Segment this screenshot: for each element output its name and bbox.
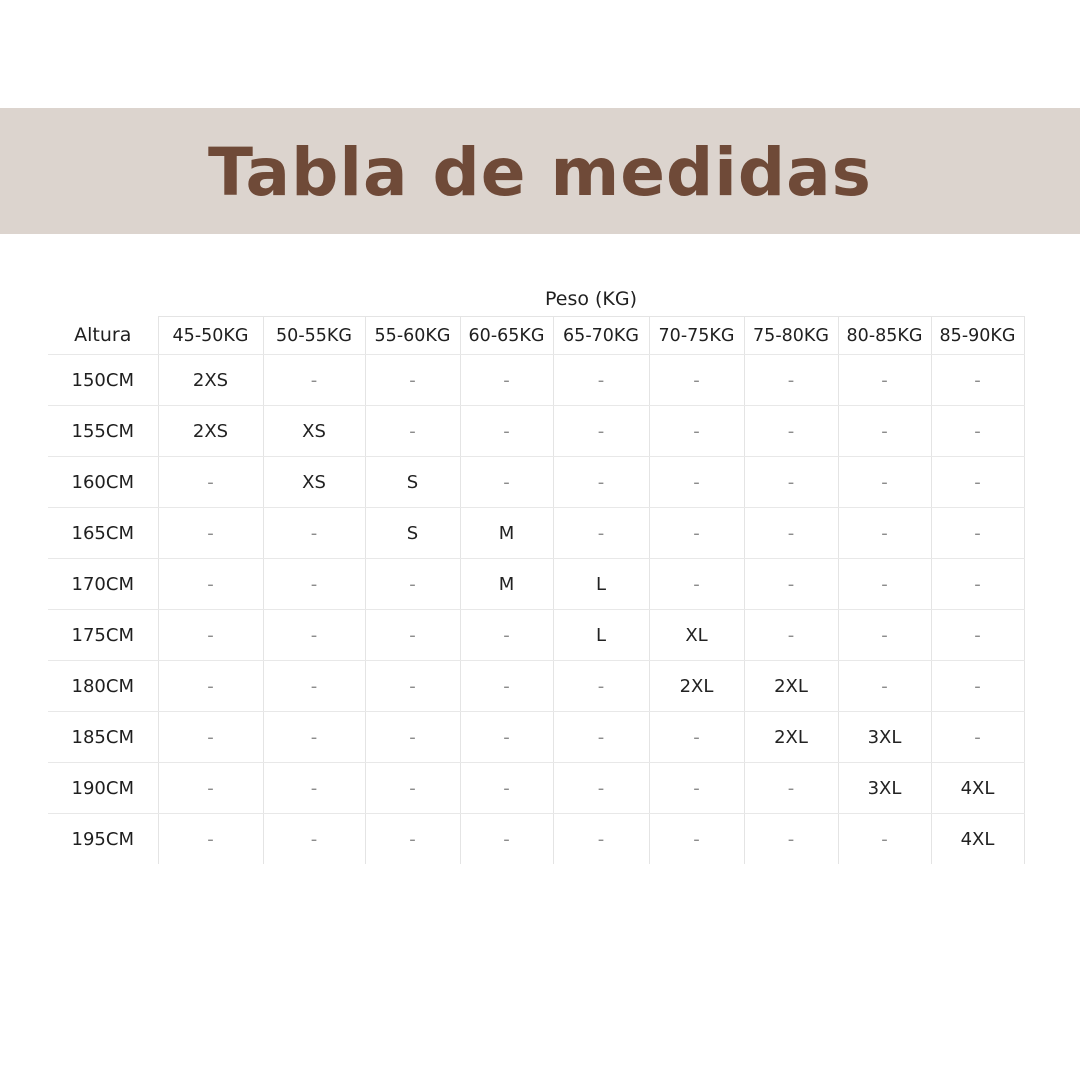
size-cell: -	[649, 814, 744, 865]
table-row	[48, 814, 1024, 865]
weight-group-header: Peso (KG)	[544, 288, 638, 310]
page-title: Tabla de medidas	[208, 134, 872, 211]
column-header-row	[48, 317, 1024, 355]
height-row-label: 170CM	[48, 559, 158, 610]
table-row	[48, 610, 1024, 661]
table-row	[48, 508, 1024, 559]
weight-column-header: 45-50KG	[158, 317, 263, 355]
size-cell: XS	[263, 406, 365, 457]
size-cell: -	[365, 712, 460, 763]
height-row-label: 175CM	[48, 610, 158, 661]
size-cell: 2XS	[158, 355, 263, 406]
size-cell: -	[263, 559, 365, 610]
height-row-label: 190CM	[48, 763, 158, 814]
size-cell: -	[838, 814, 931, 865]
size-cell: -	[553, 457, 649, 508]
size-cell: -	[744, 559, 838, 610]
size-cell: 4XL	[931, 763, 1024, 814]
size-cell: -	[263, 763, 365, 814]
size-cell: 2XL	[649, 661, 744, 712]
height-row-label: 165CM	[48, 508, 158, 559]
size-cell: -	[744, 457, 838, 508]
size-cell: S	[365, 508, 460, 559]
size-cell: -	[553, 814, 649, 865]
size-cell: -	[931, 457, 1024, 508]
size-table	[48, 316, 1025, 864]
height-column-header: Altura	[48, 317, 158, 355]
size-cell: -	[158, 814, 263, 865]
weight-column-header: 75-80KG	[744, 317, 838, 355]
height-row-label: 180CM	[48, 661, 158, 712]
size-cell: XS	[263, 457, 365, 508]
size-cell: -	[838, 559, 931, 610]
weight-column-header: 50-55KG	[263, 317, 365, 355]
size-cell: -	[263, 355, 365, 406]
size-cell: -	[460, 355, 553, 406]
height-row-label: 185CM	[48, 712, 158, 763]
size-cell: L	[553, 610, 649, 661]
table-row	[48, 763, 1024, 814]
size-cell: -	[931, 559, 1024, 610]
size-cell: -	[931, 355, 1024, 406]
table-row	[48, 559, 1024, 610]
size-cell: -	[365, 355, 460, 406]
size-cell: 2XL	[744, 661, 838, 712]
size-cell: 3XL	[838, 763, 931, 814]
size-cell: -	[263, 712, 365, 763]
size-cell: -	[838, 610, 931, 661]
weight-column-header: 70-75KG	[649, 317, 744, 355]
table-row	[48, 661, 1024, 712]
height-row-label: 150CM	[48, 355, 158, 406]
size-cell: -	[649, 712, 744, 763]
size-cell: -	[744, 355, 838, 406]
size-cell: -	[553, 763, 649, 814]
size-cell: -	[838, 406, 931, 457]
size-cell: -	[931, 661, 1024, 712]
size-cell: S	[365, 457, 460, 508]
size-cell: -	[158, 661, 263, 712]
size-cell: -	[553, 712, 649, 763]
height-row-label: 195CM	[71, 828, 134, 850]
size-cell: -	[263, 508, 365, 559]
size-cell: -	[649, 355, 744, 406]
size-cell: -	[158, 610, 263, 661]
size-cell: -	[649, 508, 744, 559]
size-cell: -	[158, 559, 263, 610]
height-row-label: 155CM	[48, 406, 158, 457]
size-cell: -	[931, 406, 1024, 457]
size-cell: -	[263, 610, 365, 661]
weight-column-header: 60-65KG	[460, 317, 553, 355]
size-cell: -	[931, 610, 1024, 661]
weight-column-header: 65-70KG	[553, 317, 649, 355]
weight-column-header: 80-85KG	[838, 317, 931, 355]
size-cell: -	[553, 355, 649, 406]
size-cell: -	[838, 457, 931, 508]
size-cell: -	[460, 406, 553, 457]
table-row	[48, 712, 1024, 763]
size-cell: -	[460, 610, 553, 661]
size-cell: M	[460, 559, 553, 610]
size-cell: -	[365, 763, 460, 814]
size-cell: -	[649, 406, 744, 457]
size-cell: -	[263, 814, 365, 865]
height-row-label: 160CM	[48, 457, 158, 508]
size-cell: 4XL	[931, 814, 1024, 865]
table-row	[48, 406, 1024, 457]
size-cell: 2XL	[744, 712, 838, 763]
table-row	[48, 355, 1024, 406]
size-cell: 2XS	[158, 406, 263, 457]
size-cell: -	[931, 508, 1024, 559]
size-cell: -	[649, 559, 744, 610]
size-cell: -	[649, 457, 744, 508]
size-cell: -	[838, 508, 931, 559]
size-cell: -	[460, 763, 553, 814]
size-cell: -	[460, 661, 553, 712]
size-cell: -	[365, 559, 460, 610]
size-cell: XL	[649, 610, 744, 661]
size-cell: -	[553, 661, 649, 712]
size-cell: -	[460, 457, 553, 508]
size-cell: -	[744, 763, 838, 814]
table-body	[48, 355, 1024, 865]
size-cell: 3XL	[838, 712, 931, 763]
size-cell: M	[460, 508, 553, 559]
size-cell: -	[744, 610, 838, 661]
size-cell: -	[460, 712, 553, 763]
size-cell: -	[158, 712, 263, 763]
size-cell: -	[365, 406, 460, 457]
title-banner	[0, 108, 1080, 234]
size-cell: -	[744, 508, 838, 559]
size-cell: -	[460, 814, 553, 865]
size-cell: -	[744, 406, 838, 457]
table-row	[48, 457, 1024, 508]
size-cell: -	[263, 661, 365, 712]
size-cell: -	[158, 763, 263, 814]
size-cell: -	[553, 508, 649, 559]
weight-column-header: 55-60KG	[365, 317, 460, 355]
size-cell: L	[553, 559, 649, 610]
size-cell: -	[158, 508, 263, 559]
size-cell: -	[365, 661, 460, 712]
size-cell: -	[365, 814, 460, 865]
size-cell: -	[838, 661, 931, 712]
size-cell: -	[158, 457, 263, 508]
size-cell: -	[744, 814, 838, 865]
size-cell: -	[838, 355, 931, 406]
size-cell: -	[553, 406, 649, 457]
size-cell: -	[365, 610, 460, 661]
weight-column-header: 85-90KG	[931, 317, 1024, 355]
size-cell: -	[649, 763, 744, 814]
size-cell: -	[931, 712, 1024, 763]
